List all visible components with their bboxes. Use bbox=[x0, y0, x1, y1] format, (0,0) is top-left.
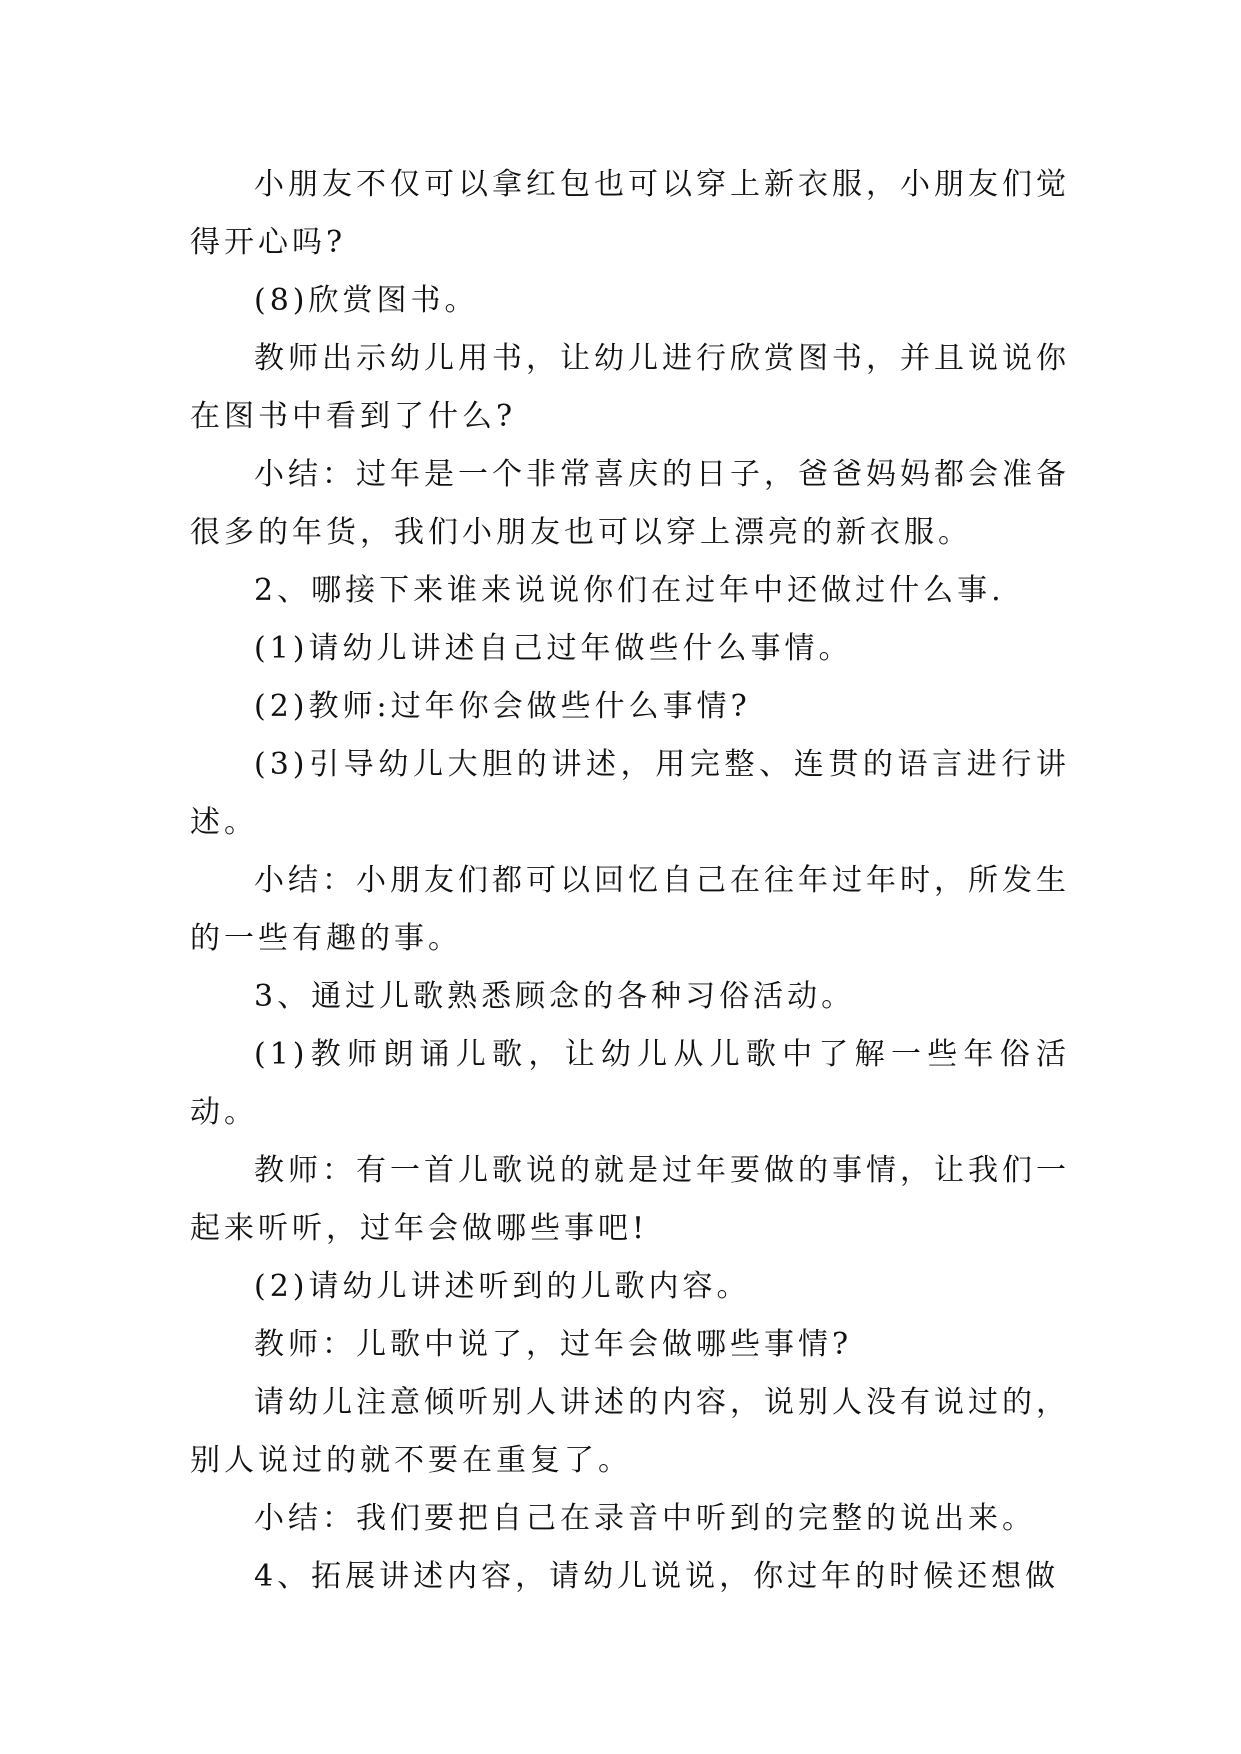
paragraph: 小结：我们要把自己在录音中听到的完整的说出来。 bbox=[254, 1501, 1036, 1536]
paragraph: 小结：过年是一个非常喜庆的日子，爸爸妈妈都会准备很多的年货，我们小朋友也可以穿上漂亮的新衣服。 bbox=[190, 457, 1070, 550]
paragraph: (1)教师朗诵儿歌，让幼儿从儿歌中了解一些年俗活动。 bbox=[190, 1037, 1070, 1130]
paragraph: 小朋友不仅可以拿红包也可以穿上新衣服，小朋友们觉得开心吗? bbox=[190, 167, 1070, 260]
paragraph: 3、通过儿歌熟悉顾念的各种习俗活动。 bbox=[254, 979, 856, 1014]
paragraph: 小结：小朋友们都可以回忆自己在往年过年时，所发生的一些有趣的事。 bbox=[190, 863, 1070, 956]
paragraph: 教师出示幼儿用书，让幼儿进行欣赏图书，并且说说你在图书中看到了什么? bbox=[190, 341, 1070, 434]
paragraph: (2)请幼儿讲述听到的儿歌内容。 bbox=[254, 1269, 751, 1304]
paragraph: (3)引导幼儿大胆的讲述，用完整、连贯的语言进行讲述。 bbox=[190, 747, 1070, 840]
document-body bbox=[190, 156, 1070, 1606]
paragraph: 教师：儿歌中说了，过年会做哪些事情? bbox=[254, 1327, 853, 1362]
paragraph: 请幼儿注意倾听别人讲述的内容，说别人没有说过的，别人说过的就不要在重复了。 bbox=[190, 1385, 1070, 1478]
paragraph: (8)欣赏图书。 bbox=[254, 283, 479, 318]
paragraph: 2、哪接下来谁来说说你们在过年中还做过什么事. bbox=[254, 573, 1005, 608]
paragraph: (1)请幼儿讲述自己过年做些什么事情。 bbox=[254, 631, 853, 666]
paragraph: (2)教师:过年你会做些什么事情? bbox=[254, 689, 751, 724]
paragraph: 教师：有一首儿歌说的就是过年要做的事情，让我们一起来听听，过年会做哪些事吧! bbox=[190, 1153, 1070, 1246]
paragraph: 4、拓展讲述内容，请幼儿说说，你过年的时候还想做 bbox=[254, 1559, 1060, 1594]
